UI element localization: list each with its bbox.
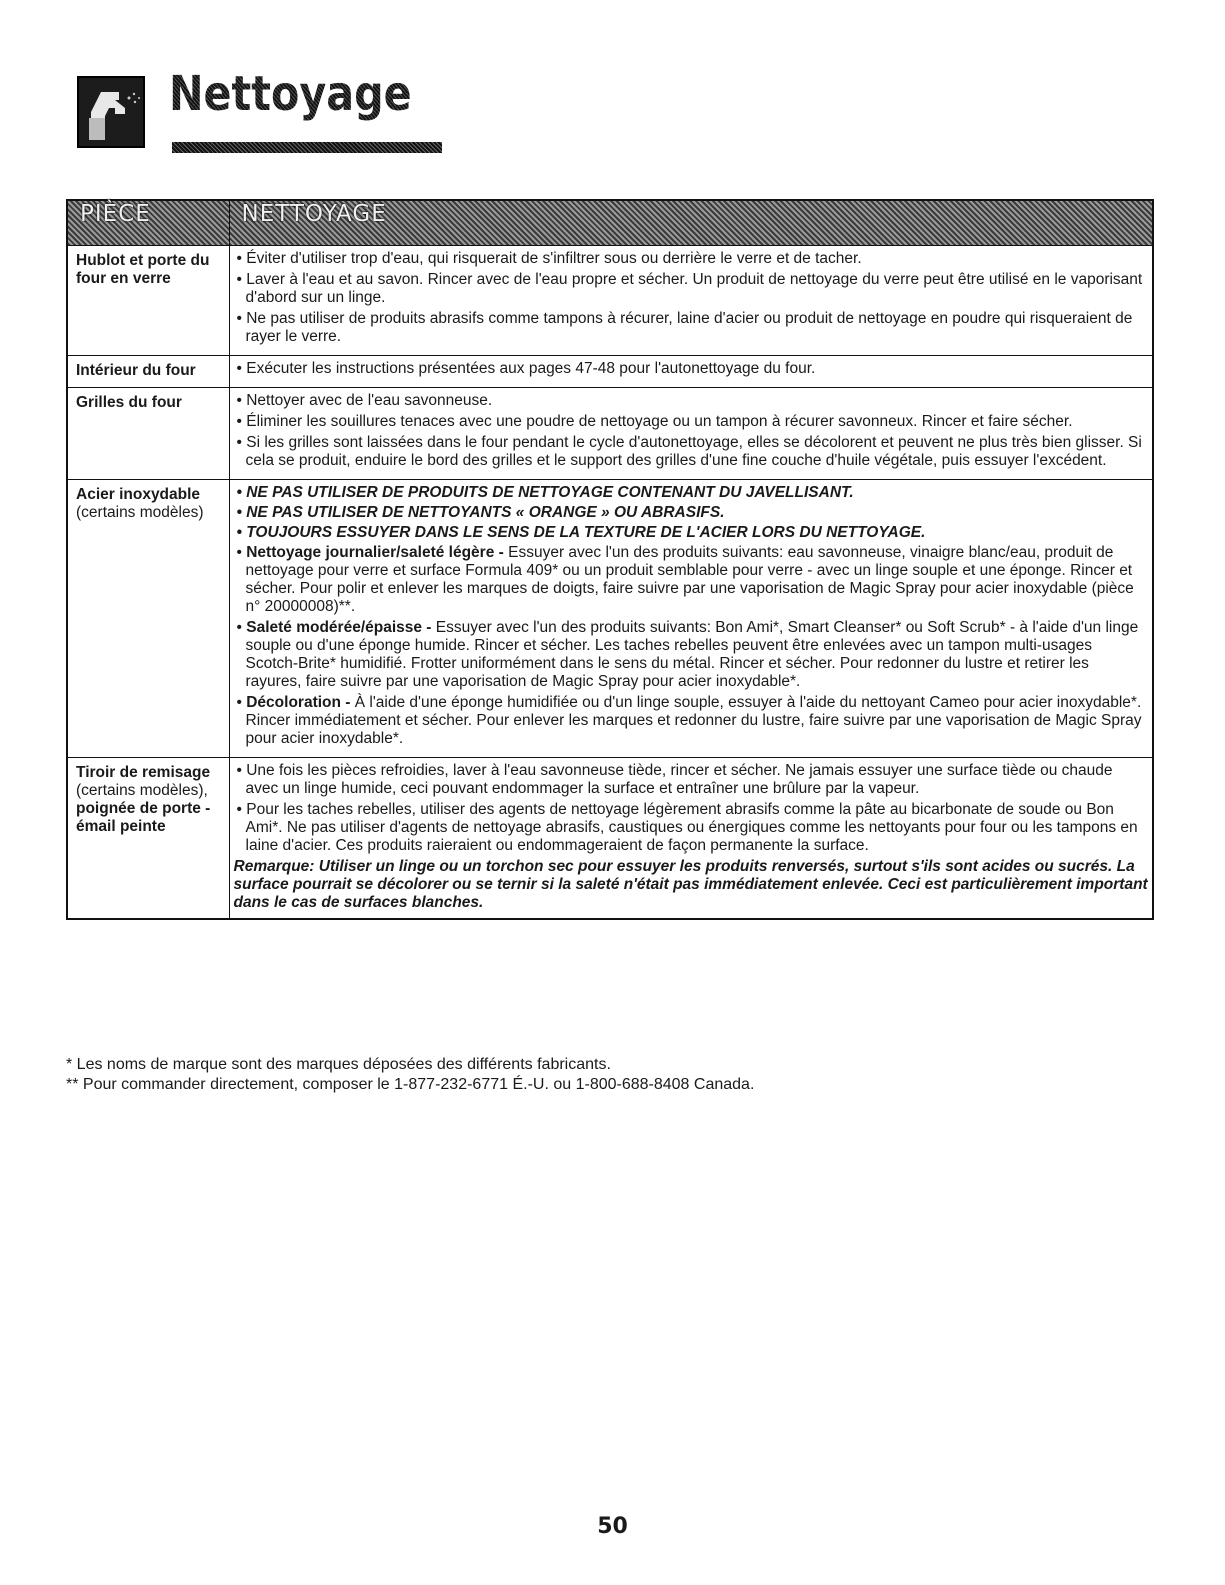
table-row	[67, 388, 1153, 480]
row-label: Tiroir de remisage	[76, 764, 211, 781]
row-label-cell	[67, 480, 229, 758]
warning-item: • NE PAS UTILISER DE PRODUITS DE NETTOYAGE CONTENANT DU JAVELLISANT.	[234, 484, 1149, 502]
warning-item: • NE PAS UTILISER DE NETTOYANTS « ORANGE » OU ABRASIFS.	[234, 504, 1149, 522]
row-label-note: (certains modèles),	[76, 782, 208, 799]
row-label: Intérieur du four	[76, 362, 196, 379]
table-row	[67, 246, 1153, 356]
list-item: • Une fois les pièces refroidies, laver à l'eau savonneuse tiède, rincer et sécher. Ne jamais essuyer une surface tiède ou chaude avec un linge humide, ceci pouvant endommager la surface et entraîner une brûlure par la vapeur.	[234, 762, 1149, 798]
item-lead: Décoloration -	[246, 694, 351, 711]
item-lead: Nettoyage journalier/saleté légère -	[246, 544, 504, 561]
row-label-cell	[67, 246, 229, 356]
table-row	[67, 480, 1153, 758]
list-item	[234, 544, 1149, 616]
footnote: * Les noms de marque sont des marques déposées des différents fabricants.	[66, 1056, 611, 1073]
list-item: • Si les grilles sont laissées dans le four pendant le cycle d'autonettoyage, elles se décolorent et peuvent ne plus très bien glisser. Si cela se produit, enduire le bord des grilles et le support des grilles d'une fine couche d'huile végétale, puis essuyer l'excédent.	[234, 434, 1149, 470]
list-item	[234, 694, 1149, 748]
column-header-nettoyage: NETTOYAGE	[229, 200, 1153, 246]
row-content-cell	[229, 388, 1153, 480]
title-underline	[172, 142, 442, 153]
row-label-note: (certains modèles)	[76, 504, 204, 521]
page-title: Nettoyage	[169, 66, 412, 122]
row-content-cell	[229, 356, 1153, 388]
warning-item: • TOUJOURS ESSUYER DANS LE SENS DE LA TEXTURE DE L'ACIER LORS DU NETTOYAGE.	[234, 524, 1149, 542]
item-text: À l'aide d'une éponge humidifiée ou d'un linge souple, essuyer à l'aide du nettoyant Cameo pour acier inoxydable*. Rincer immédiatement et sécher. Pour enlever les marques et redonner du lustre, faire suivre par une vaporisation de Magic Spray pour acier inoxydable*.	[245, 694, 1142, 747]
list-item: • Nettoyer avec de l'eau savonneuse.	[234, 392, 1149, 410]
row-label-cell	[67, 388, 229, 480]
list-item: • Éliminer les souillures tenaces avec une poudre de nettoyage ou un tampon à récurer savonneux. Rincer et faire sécher.	[234, 413, 1149, 431]
item-text: Essuyer avec l'un des produits suivants: eau savonneuse, vinaigre blanc/eau, produit de nettoyage pour verre et surface Formula 409* ou un produit semblable pour verre - avec un linge souple et une éponge. Rincer et sécher. Pour polir et enlever les marques de doigts, faire suivre par une vaporisation de Magic Spray pour acier inoxydable (pièce n° 20000008)**.	[245, 544, 1134, 615]
list-item: • Laver à l'eau et au savon. Rincer avec de l'eau propre et sécher. Un produit de nettoyage du verre peut être utilisé en le vaporisant d'abord sur un linge.	[234, 271, 1149, 307]
row-label-cell	[67, 356, 229, 388]
row-content-cell	[229, 758, 1153, 920]
spray-bottle-icon	[77, 76, 145, 148]
list-item	[234, 619, 1149, 691]
table-header-row	[67, 200, 1153, 246]
row-label: Grilles du four	[76, 394, 182, 411]
page-number: 50	[597, 1514, 628, 1539]
list-item: • Pour les taches rebelles, utiliser des agents de nettoyage légèrement abrasifs comme la pâte au bicarbonate de soude ou Bon Ami*. Ne pas utiliser d'agents de nettoyage abrasifs, caustiques ou énergiques comme les nettoyants pour four ou les tampons en laine d'acier. Ces produits raieraient ou endommageraient de façon permanente la surface.	[234, 801, 1149, 855]
table-row	[67, 758, 1153, 920]
item-text: Essuyer avec l'un des produits suivants: Bon Ami*, Smart Cleanser* ou Soft Scrub* - à l'aide d'un linge souple ou d'une éponge humide. Rincer et sécher. Les taches rebelles peuvent être enlevées avec un tampon multi-usages Scotch-Brite* humidifié. Frotter uniformément dans le sens du métal. Rincer et sécher. Pour redonner du lustre et retirer les rayures, faire suivre par une vaporisation de Magic Spray pour acier inoxydable*.	[245, 619, 1139, 690]
row-label-secondary: poignée de porte - émail peinte	[76, 800, 211, 835]
table-row	[67, 356, 1153, 388]
row-label-cell	[67, 758, 229, 920]
column-header-piece: PIÈCE	[67, 200, 229, 246]
page-header	[77, 66, 412, 160]
list-item: • Exécuter les instructions présentées aux pages 47-48 pour l'autonettoyage du four.	[234, 360, 1149, 378]
item-lead: Saleté modérée/épaisse -	[246, 619, 432, 636]
footnotes	[66, 1055, 754, 1095]
list-item: • Éviter d'utiliser trop d'eau, qui risquerait de s'infiltrer sous ou derrière le verre et de tacher.	[234, 250, 1149, 268]
row-content-cell	[229, 480, 1153, 758]
row-label: Acier inoxydable	[76, 486, 201, 503]
row-label: Hublot et porte du four en verre	[76, 252, 210, 287]
row-content-cell	[229, 246, 1153, 356]
remark-note: Remarque: Utiliser un linge ou un torchon sec pour essuyer les produits renversés, surtout s'ils sont acides ou sucrés. La surface pourrait se décolorer ou se ternir si la saleté n'était pas immédiatement enlevée. Ceci est particulièrement important dans le cas de surfaces blanches.	[233, 858, 1148, 911]
footnote: ** Pour commander directement, composer le 1-877-232-6771 É.-U. ou 1-800-688-8408 Canada.	[66, 1076, 755, 1093]
list-item: • Ne pas utiliser de produits abrasifs comme tampons à récurer, laine d'acier ou produit de nettoyage en poudre qui risqueraient de rayer le verre.	[234, 310, 1149, 346]
cleaning-table	[66, 199, 1154, 920]
